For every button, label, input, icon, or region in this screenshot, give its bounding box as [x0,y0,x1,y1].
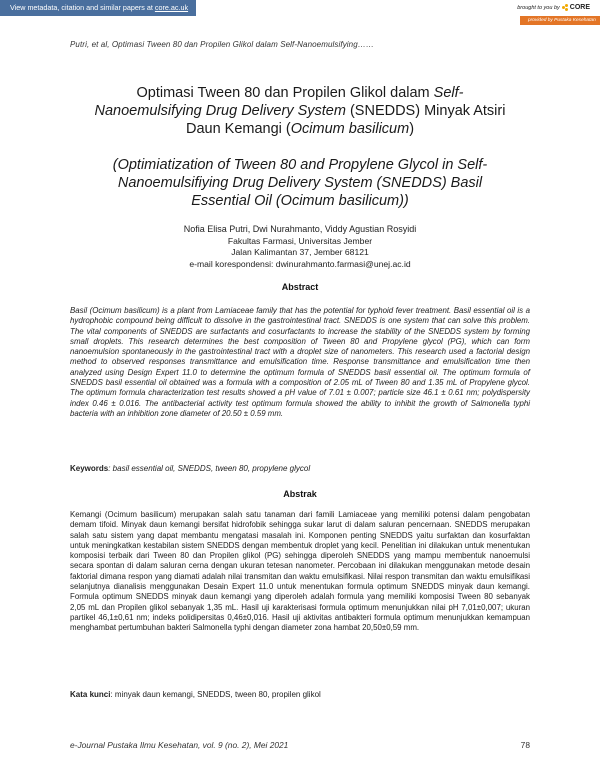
abstract-english-text: Basil (Ocimum basilicum) is a plant from Lamiaceae family that has the potential for typhoid fever treatment. Basil essential oil is a hydrophobic compound being difficult to dissolve in the gastrointestinal tract. SNEDDS is one system that can solve this problem. The vital components of SNEDDS are surfactants and cosurfactants to increase the stability of the SNEDDS system by forming small droplets. This research determines the best composition of Tween 80 and Propylene glycol (PG), which can form nanoemulsion spontaneously in the gastrointestinal tract with a droplet size of nanometers. This research used a factorial design method to observed responses transmittance and emulsification time. Response transmittance and emulsification time then analyzed using Design Expert 11.0 to determine the optimum formula of SNEDDS basil essential oil. The optimum formula of SNEDDS basil essential oil obtained was a formula with a composition of 2.05 mL of Tween 80 and 1.35 mL of Propylene glycol. The optimum formula characterization test results showed a pH value of 7.01 ± 0.007; particle size 46.1 ± 0.61 nm; polydispersity index 0.46 ± 0.016. The antibacterial activity test optimum formula showed the ability to inhibit the growth of Salmonella typhi bacteria with an inhibition zone diameter of 20.50 ± 0.59 mm. [70,306,530,418]
abstract-heading: Abstract [281,282,319,292]
core-logo-text: CORE [569,4,590,11]
journal-citation: e-Journal Pustaka Ilmu Kesehatan, vol. 9 (no. 2), Mei 2021 [70,740,289,750]
title-en-line-2: Nanoemulsifiying Drug Delivery System (SNEDDS) Basil [117,175,483,191]
running-header: Putri, et al, Optimasi Tween 80 dan Propilen Glikol dalam Self-Nanoemulsifying…… [70,40,374,49]
title-id-line-3: Daun Kemangi (Ocimum basilicum) [185,121,415,137]
keywords-label: Keywords [70,464,109,473]
kata-kunci-list: : minyak daun kemangi, SNEDDS, tween 80, propilen glikol [110,690,321,699]
author-block [0,224,600,270]
title-en-line-3: Essential Oil (Ocimum basilicum)) [191,193,409,209]
brought-by-text: brought to you by [517,4,560,11]
keywords-list: : basil essential oil, SNEDDS, tween 80, propylene glycol [108,464,311,473]
title-indonesian [50,84,550,138]
author-names: Nofia Elisa Putri, Dwi Nurahmanto, Viddy Agustian Rosyidi [183,224,417,234]
kata-kunci-label: Kata kunci [70,690,111,699]
title-en-line-1: (Optimiatization of Tween 80 and Propylene Glycol in Self- [112,157,488,173]
author-affiliation: Fakultas Farmasi, Universitas Jember [227,235,373,246]
core-logo-icon [562,4,590,11]
abstrak-heading: Abstrak [283,489,317,499]
title-english [50,156,550,210]
core-brought-by[interactable] [517,4,590,11]
author-email: e-mail korespondensi: dwinurahmanto.farmasi@unej.ac.id [189,258,411,269]
title-id-line-2: Nanoemulsifying Drug Delivery System (SNEDDS) Minyak Atsiri [94,103,506,119]
abstract-indonesian-text: Kemangi (Ocimum basilicum) merupakan salah satu tanaman dari famili Lamiaceae yang memiliki potensi dalam pengobatan demam tifoid. Minyak daun kemangi bersifat hidrofobik sehingga sukar larut di dalam saluran pencernaan. SNEDDS merupakan salah satu sistem yang dapat membantu mengatasi masalah ini. Komponen penting SNEDDS yaitu surfaktan dan kosurfaktan untuk meningkatkan kestabilan sistem SNEDDS dengan membentuk droplet yang kecil. Penelitian ini dilakukan untuk menentukan komposisi terbaik dari Tween 80 dan Propilen glikol (PG) sehingga diperoleh SNEDDS yang mampu membentuk nanoemulsi secara spontan di dalam saluran cerna dengan ukuran tetesan nanometer. Percobaan ini dilakukan menggunakan metode desain faktorial dimana respon yang diamati adalah nilai transmitan dan waktu emulsifikasi. Nilai respon transmitan dan waktu emulsifikasi selanjutnya dianalisis menggunakan Desain Expert 11.0 untuk menentukan formula optimum SNEDDS minyak daun kemangi. Formula optimum SNEDDS minyak daun kemangi yang diperoleh adalah formula yang memiliki komposisi Tween 80 sebanyak 2,05 mL dan Propilen glikol sebanyak 1,35 mL. Hasil uji karakterisasi formula optimum menunjukkan nilai pH 7,01±0,007; ukuran partikel 46,1±0,61 nm; indeks polidipersitas 0,46±0,016. Hasil uji aktivitas antibakteri formula optimum menunjukkan kemampuan menghambat pertumbuhan bakteri Salmonella typhi dengan diameter zona hambat 20,50±0,59 mm. [70,510,530,633]
author-address: Jalan Kalimantan 37, Jember 68121 [231,247,369,257]
core-link[interactable]: core.ac.uk [154,3,189,12]
core-link-prefix: View metadata, citation and similar papers at [10,3,155,12]
title-id-line-1: Optimasi Tween 80 dan Propilen Glikol dalam Self- [136,85,464,101]
keywords-indonesian [70,690,530,699]
page-number: 78 [520,740,530,750]
provided-by-badge[interactable]: provided by Pustaka Kesehatan [520,16,600,25]
core-metadata-link[interactable] [0,0,196,16]
core-logo-mark-icon [562,4,569,11]
core-banner [0,0,600,26]
page-footer [70,740,530,750]
keywords-english [70,464,530,473]
